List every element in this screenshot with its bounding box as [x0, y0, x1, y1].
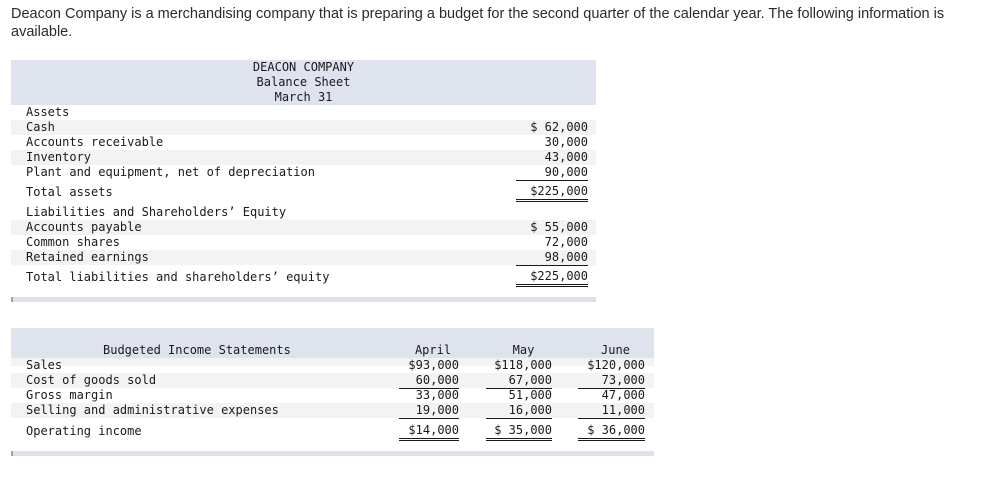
total-assets-label: Total assets: [26, 185, 113, 199]
operating-income-june: $ 36,000: [578, 423, 645, 441]
total-liabilities-value: $225,000: [516, 269, 588, 287]
month-may: May: [512, 343, 535, 357]
selling-admin-april: 19,000: [399, 403, 459, 419]
accounts-receivable-value: 30,000: [544, 135, 588, 149]
total-liabilities-label: Total liabilities and shareholders’ equity: [26, 270, 330, 284]
cash-value: $ 62,000: [530, 120, 588, 134]
selling-admin-may: 16,000: [486, 403, 552, 419]
sales-may: $118,000: [494, 358, 552, 372]
accounts-payable-label: Accounts payable: [26, 220, 142, 234]
balance-sheet-table: [11, 60, 596, 305]
total-assets-value: $225,000: [516, 184, 588, 202]
cogs-label: Cost of goods sold: [26, 373, 157, 387]
gross-margin-june: 47,000: [601, 388, 645, 402]
problem-intro: Deacon Company is a merchandising company that is preparing a budget for the second quarter of the calendar year. The following information is available.: [11, 6, 945, 40]
assets-heading: Assets: [26, 105, 70, 119]
common-shares-value: 72,000: [544, 235, 588, 249]
plant-equipment-label: Plant and equipment, net of depreciation: [26, 165, 315, 179]
gross-margin-may: 51,000: [508, 388, 552, 402]
cogs-may: 67,000: [486, 373, 552, 389]
cash-label: Cash: [26, 120, 55, 134]
sales-label: Sales: [26, 358, 63, 372]
accounts-payable-value: $ 55,000: [530, 220, 588, 234]
gross-margin-april: 33,000: [415, 388, 459, 402]
table-footer-bar: [11, 297, 596, 302]
accounts-receivable-label: Accounts receivable: [26, 135, 164, 149]
operating-income-may: $ 35,000: [486, 423, 552, 441]
selling-admin-label: Selling and administrative expenses: [26, 403, 279, 417]
cogs-april: 60,000: [399, 373, 459, 389]
sales-june: $120,000: [587, 358, 645, 372]
income-statement-table: [11, 328, 654, 460]
sales-april: $93,000: [408, 358, 459, 372]
operating-income-label: Operating income: [26, 424, 142, 438]
operating-income-april: $14,000: [399, 423, 459, 441]
inventory-value: 43,000: [544, 150, 588, 164]
retained-earnings-value: 98,000: [516, 250, 588, 266]
company-name: DEACON COMPANY: [252, 60, 355, 74]
retained-earnings-label: Retained earnings: [26, 250, 149, 264]
selling-admin-june: 11,000: [578, 403, 645, 419]
month-june: June: [601, 343, 630, 357]
cogs-june: 73,000: [578, 373, 645, 389]
income-footer-bar: [11, 451, 654, 456]
income-title: Budgeted Income Statements: [103, 343, 291, 357]
statement-title: Balance Sheet: [256, 75, 351, 89]
liabilities-heading: Liabilities and Shareholders’ Equity: [26, 205, 287, 219]
gross-margin-label: Gross margin: [26, 388, 113, 402]
statement-date: March 31: [274, 90, 333, 104]
month-april: April: [414, 343, 452, 357]
common-shares-label: Common shares: [26, 235, 120, 249]
plant-equipment-value: 90,000: [516, 165, 588, 181]
inventory-label: Inventory: [26, 150, 92, 164]
